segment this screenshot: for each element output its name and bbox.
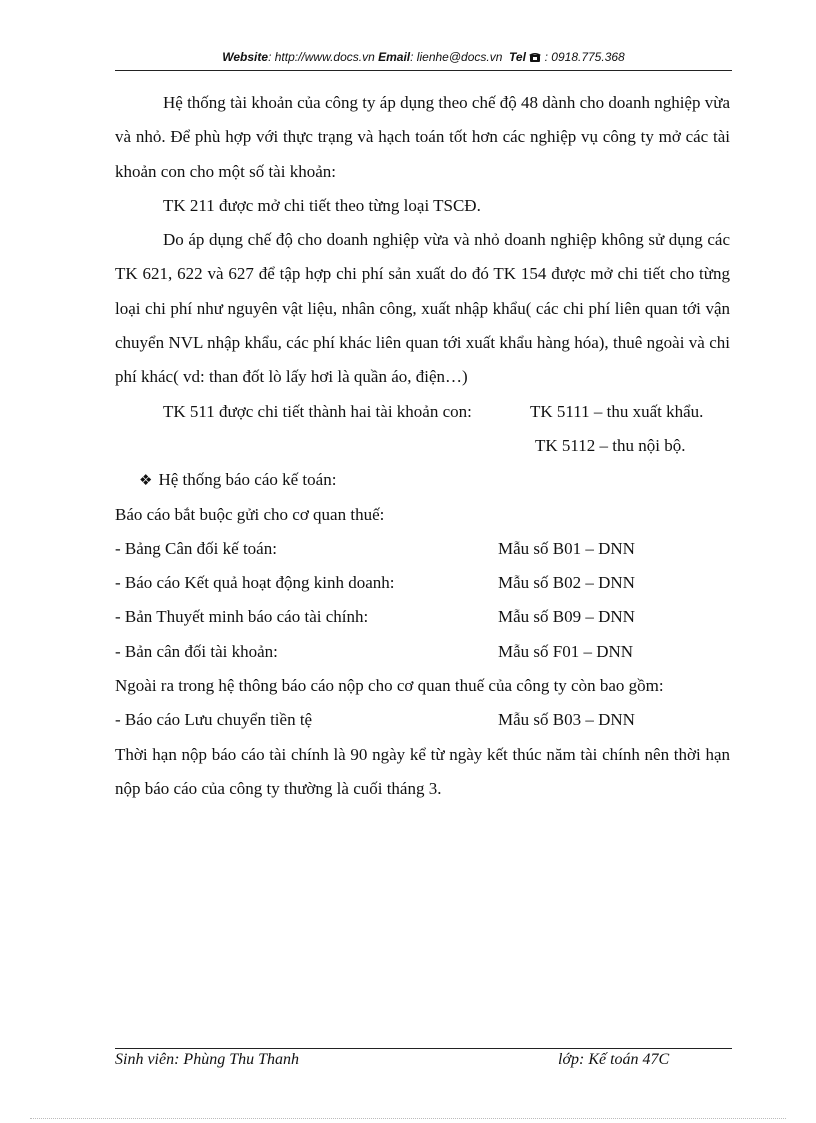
diamond-bullet-icon: ❖	[139, 471, 153, 490]
footer-rule	[115, 1048, 732, 1049]
report-form: Mẫu số B02 – DNN	[498, 573, 635, 593]
page-footer	[115, 1051, 732, 1073]
paragraph-tk154: Do áp dụng chế độ cho doanh nghiệp vừa và nhỏ doanh nghiệp không sử dụng các TK 621, 622 và 627 để tập hợp chi phí sản xuất do đó TK 154 được mở chi tiết cho từng loại chi phí như nguyên vật liệu, nhân công, xuất nhập khẩu( các chi phí liên quan tới vận chuyển NVL nhập khẩu, các phí khác liên quan tới xuất khẩu hàng hóa), thuê ngoài và chi phí khác( vd: than đốt lò lấy hơi là quần áo, điện…)	[115, 230, 730, 387]
report-name: - Bản cân đối tài khoản:	[115, 641, 278, 661]
tel-label: Tel	[509, 50, 526, 64]
report-row	[115, 600, 730, 634]
tk5112-row	[115, 429, 730, 463]
email-label: Email	[378, 50, 411, 64]
report-name: - Báo cáo Kết quả hoạt động kinh doanh:	[115, 573, 395, 593]
phone-icon	[529, 50, 544, 64]
report-name: - Bản Thuyết minh báo cáo tài chính:	[115, 607, 369, 627]
paragraph-deadline: Thời hạn nộp báo cáo tài chính là 90 ngày kể từ ngày kết thúc năm tài chính nên thời hạn nộp báo cáo của công ty thường là cuối tháng 3.	[115, 744, 730, 798]
report-form: Mẫu số B09 – DNN	[498, 607, 635, 627]
report-row	[115, 703, 730, 737]
report-system-heading-text: Hệ thống báo cáo kế toán:	[158, 470, 337, 490]
report-row	[115, 635, 730, 669]
report-system-heading	[139, 463, 730, 497]
report-form: Mẫu số B01 – DNN	[498, 538, 635, 558]
tk5111-text: TK 5111 – thu xuất khẩu.	[530, 401, 704, 421]
report-row	[115, 532, 730, 566]
tk511-row	[115, 395, 730, 429]
page-header	[115, 50, 732, 64]
website-url: : http://www.docs.vn	[268, 50, 375, 64]
document-body	[115, 86, 730, 806]
mandatory-reports-intro	[115, 498, 730, 532]
report-form: Mẫu số F01 – DNN	[498, 641, 634, 661]
paragraph-tk211: TK 211 được mở chi tiết theo từng loại TSCĐ.	[163, 195, 481, 215]
report-name: - Bảng Cân đối kế toán:	[115, 538, 277, 558]
email-value: : lienhe@docs.vn	[410, 50, 503, 64]
report-name: - Báo cáo Lưu chuyển tiền tệ	[115, 710, 313, 730]
report-form: Mẫu số B03 – DNN	[498, 710, 635, 730]
footer-student: Sinh viên: Phùng Thu Thanh	[115, 1051, 299, 1068]
tel-value: : 0918.775.368	[544, 50, 625, 64]
additional-reports-intro	[115, 669, 730, 703]
paragraph-account-system: Hệ thống tài khoản của công ty áp dụng theo chế độ 48 dành cho doanh nghiệp vừa và nhỏ. Để phù hợp với thực trạng và hạch toán tốt hơn các nghiệp vụ công ty mở các tài khoản con cho một số tài khoản:	[115, 93, 730, 181]
mandatory-intro-text: Báo cáo bắt buộc gửi cho cơ quan thuế:	[115, 504, 385, 524]
tk5112-text: TK 5112 – thu nội bộ.	[535, 435, 686, 455]
page-edge-dots	[30, 1118, 786, 1119]
header-rule	[115, 70, 732, 71]
website-label: Website	[222, 50, 269, 64]
additional-intro-text: Ngoài ra trong hệ thông báo cáo nộp cho cơ quan thuế của công ty còn bao gồm:	[115, 676, 664, 696]
report-row	[115, 566, 730, 600]
footer-class: lớp: Kế toán 47C	[558, 1051, 670, 1068]
tk511-text: TK 511 được chi tiết thành hai tài khoản con:	[163, 401, 472, 421]
